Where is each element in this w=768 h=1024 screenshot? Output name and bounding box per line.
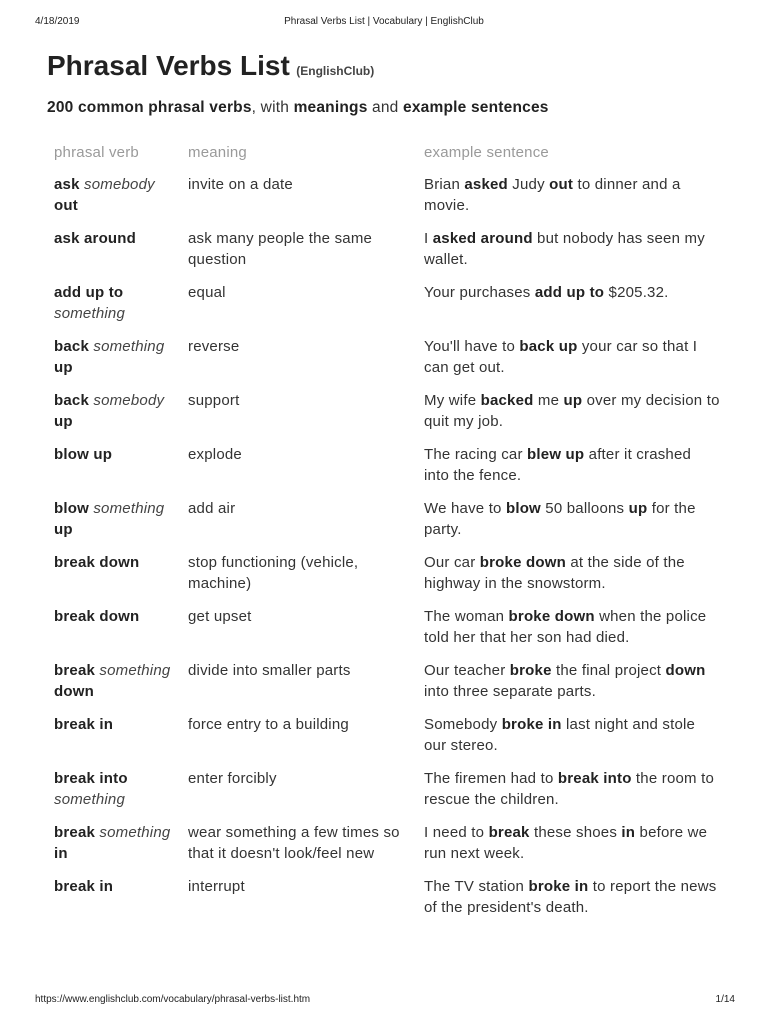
- text-segment: before we run next week.: [424, 824, 708, 862]
- bold-text: up: [563, 392, 583, 409]
- bold-text: add up to: [54, 284, 124, 301]
- table-row: [47, 335, 727, 389]
- text-segment: after it crashed into the fence.: [424, 446, 692, 484]
- table-row: [47, 821, 727, 875]
- bold-text: back: [54, 392, 89, 409]
- text-segment: the room to rescue the children.: [424, 770, 715, 808]
- example-sentence-cell: [417, 875, 727, 929]
- bold-text: broke down: [479, 554, 566, 571]
- text-segment: 50 balloons: [540, 500, 629, 517]
- intro-example-sentences: example sentences: [403, 99, 549, 116]
- italic-text: something: [99, 824, 171, 841]
- bold-text: break down: [54, 554, 140, 571]
- text-segment: to dinner and a movie.: [424, 176, 681, 214]
- italic-text: somebody: [84, 176, 155, 193]
- example-sentence-cell: [417, 173, 727, 227]
- page-title-block: [47, 50, 374, 82]
- print-footer: [0, 994, 768, 1008]
- example-sentence-cell: [417, 497, 727, 551]
- table-row: [47, 281, 727, 335]
- table-row: [47, 497, 727, 551]
- meaning-cell: enter forcibly: [188, 770, 277, 787]
- example-sentence-cell: [417, 821, 727, 875]
- table-row: [47, 605, 727, 659]
- meaning-cell: equal: [188, 284, 226, 301]
- bold-text: break: [54, 662, 96, 679]
- phrasal-verb-cell: [47, 659, 181, 713]
- table-row: [47, 443, 727, 497]
- bold-text: broke in: [528, 878, 589, 895]
- column-header-phrasal-verb: phrasal verb: [54, 144, 139, 161]
- meaning-cell: wear something a few times so that it doesn't look/feel new: [188, 824, 400, 862]
- table-row: [47, 713, 727, 767]
- bold-text: broke down: [508, 608, 595, 625]
- text-segment: your car so that I can get out.: [424, 338, 698, 376]
- bold-text: out: [54, 197, 78, 214]
- bold-text: blow: [54, 500, 89, 517]
- text-segment: The TV station: [424, 878, 529, 895]
- meaning-cell: ask many people the same question: [188, 230, 373, 268]
- table-row: [47, 767, 727, 821]
- example-sentence-cell: [417, 767, 727, 821]
- text-segment: The firemen had to: [424, 770, 558, 787]
- intro-text-and: and: [367, 99, 404, 116]
- bold-text: in: [54, 845, 68, 862]
- text-segment: $205.32.: [604, 284, 669, 301]
- bold-text: out: [549, 176, 574, 193]
- bold-text: up: [54, 413, 73, 430]
- example-sentence-cell: [417, 389, 727, 443]
- bold-text: break into: [557, 770, 632, 787]
- phrasal-verb-cell: [47, 497, 181, 551]
- meaning-cell: interrupt: [188, 878, 245, 895]
- meaning-cell: invite on a date: [188, 176, 293, 193]
- italic-text: something: [93, 338, 165, 355]
- page-subtitle: (EnglishClub): [296, 64, 375, 78]
- text-segment: Brian: [424, 176, 465, 193]
- meaning-cell: reverse: [188, 338, 240, 355]
- example-sentence-cell: [417, 281, 727, 335]
- bold-text: down: [665, 662, 706, 679]
- phrasal-verb-cell: [47, 335, 181, 389]
- bold-text: break in: [54, 878, 114, 895]
- bold-text: break: [488, 824, 530, 841]
- text-segment: for the party.: [424, 500, 696, 538]
- table-body: [47, 173, 727, 929]
- meaning-cell: support: [188, 392, 240, 409]
- intro-meanings: meanings: [293, 99, 368, 116]
- bold-text: break in: [54, 716, 114, 733]
- text-segment: the final project: [551, 662, 666, 679]
- print-url: https://www.englishclub.com/vocabulary/phrasal-verbs-list.htm: [35, 994, 311, 1005]
- phrasal-verb-cell: [47, 875, 181, 929]
- meaning-cell: get upset: [188, 608, 252, 625]
- text-segment: I need to: [424, 824, 489, 841]
- bold-text: break down: [54, 608, 140, 625]
- bold-text: in: [621, 824, 636, 841]
- bold-text: blow: [505, 500, 541, 517]
- table-row: [47, 551, 727, 605]
- print-date: 4/18/2019: [35, 16, 80, 27]
- print-document-title: Phrasal Verbs List | Vocabulary | EnglishClub: [284, 16, 484, 27]
- bold-text: asked: [464, 176, 508, 193]
- bold-text: up: [628, 500, 648, 517]
- example-sentence-cell: [417, 659, 727, 713]
- bold-text: back up: [519, 338, 578, 355]
- text-segment: You'll have to: [424, 338, 520, 355]
- print-header: [0, 16, 768, 30]
- example-sentence-cell: [417, 227, 727, 281]
- phrasal-verb-cell: [47, 713, 181, 767]
- bold-text: broke: [509, 662, 552, 679]
- text-segment: these shoes: [529, 824, 622, 841]
- bold-text: blow up: [54, 446, 113, 463]
- text-segment: over my decision to quit my job.: [424, 392, 720, 430]
- text-segment: My wife: [424, 392, 481, 409]
- bold-text: break into: [54, 770, 128, 787]
- bold-text: blew up: [527, 446, 585, 463]
- phrasal-verb-cell: [47, 227, 181, 281]
- page-number: 1/14: [715, 994, 735, 1005]
- phrasal-verb-cell: [47, 821, 181, 875]
- phrasal-verb-cell: [47, 173, 181, 227]
- italic-text: something: [99, 662, 171, 679]
- phrasal-verb-cell: [47, 281, 181, 335]
- italic-text: something: [54, 305, 126, 322]
- italic-text: somebody: [93, 392, 165, 409]
- intro-count-phrase: 200 common phrasal verbs: [47, 99, 252, 116]
- meaning-cell: stop functioning (vehicle, machine): [188, 554, 359, 592]
- text-segment: Somebody: [424, 716, 502, 733]
- text-segment: last night and stole our stereo.: [424, 716, 696, 754]
- text-segment: We have to: [424, 500, 506, 517]
- bold-text: up: [54, 521, 73, 538]
- bold-text: ask: [54, 176, 80, 193]
- meaning-cell: explode: [188, 446, 242, 463]
- text-segment: Our car: [424, 554, 480, 571]
- example-sentence-cell: [417, 605, 727, 659]
- bold-text: asked around: [432, 230, 533, 247]
- phrasal-verb-cell: [47, 443, 181, 497]
- text-segment: The woman: [424, 608, 509, 625]
- table-row: [47, 659, 727, 713]
- column-header-example-sentence: example sentence: [424, 144, 549, 161]
- text-segment: me: [533, 392, 564, 409]
- page-title: Phrasal Verbs List: [47, 50, 290, 81]
- example-sentence-cell: [417, 335, 727, 389]
- example-sentence-cell: [417, 713, 727, 767]
- table-header-row: [47, 139, 727, 173]
- text-segment: The racing car: [424, 446, 528, 463]
- table-row: [47, 389, 727, 443]
- phrasal-verb-cell: [47, 767, 181, 821]
- phrasal-verbs-table: [47, 139, 727, 929]
- phrasal-verb-cell: [47, 551, 181, 605]
- example-sentence-cell: [417, 551, 727, 605]
- meaning-cell: force entry to a building: [188, 716, 349, 733]
- table-row: [47, 227, 727, 281]
- bold-text: backed: [480, 392, 534, 409]
- intro-line: [47, 99, 549, 117]
- text-segment: Our teacher: [424, 662, 510, 679]
- text-segment: Your purchases: [424, 284, 535, 301]
- intro-text-with: , with: [251, 99, 294, 116]
- bold-text: up: [54, 359, 73, 376]
- example-sentence-cell: [417, 443, 727, 497]
- table-row: [47, 173, 727, 227]
- phrasal-verb-cell: [47, 605, 181, 659]
- bold-text: ask around: [54, 230, 137, 247]
- text-segment: I: [424, 230, 433, 247]
- text-segment: when the police told her that her son had died.: [424, 608, 707, 646]
- text-segment: into three separate parts.: [424, 683, 596, 700]
- bold-text: broke in: [501, 716, 562, 733]
- bold-text: down: [54, 683, 94, 700]
- meaning-cell: add air: [188, 500, 236, 517]
- text-segment: but nobody has seen my wallet.: [424, 230, 705, 268]
- text-segment: at the side of the highway in the snowstorm.: [424, 554, 685, 592]
- bold-text: break: [54, 824, 96, 841]
- phrasal-verb-cell: [47, 389, 181, 443]
- italic-text: something: [54, 791, 126, 808]
- text-segment: to report the news of the president's death.: [424, 878, 717, 916]
- table-row: [47, 875, 727, 929]
- bold-text: back: [54, 338, 89, 355]
- italic-text: something: [93, 500, 165, 517]
- column-header-meaning: meaning: [188, 144, 247, 161]
- bold-text: add up to: [534, 284, 605, 301]
- text-segment: Judy: [507, 176, 550, 193]
- meaning-cell: divide into smaller parts: [188, 662, 351, 679]
